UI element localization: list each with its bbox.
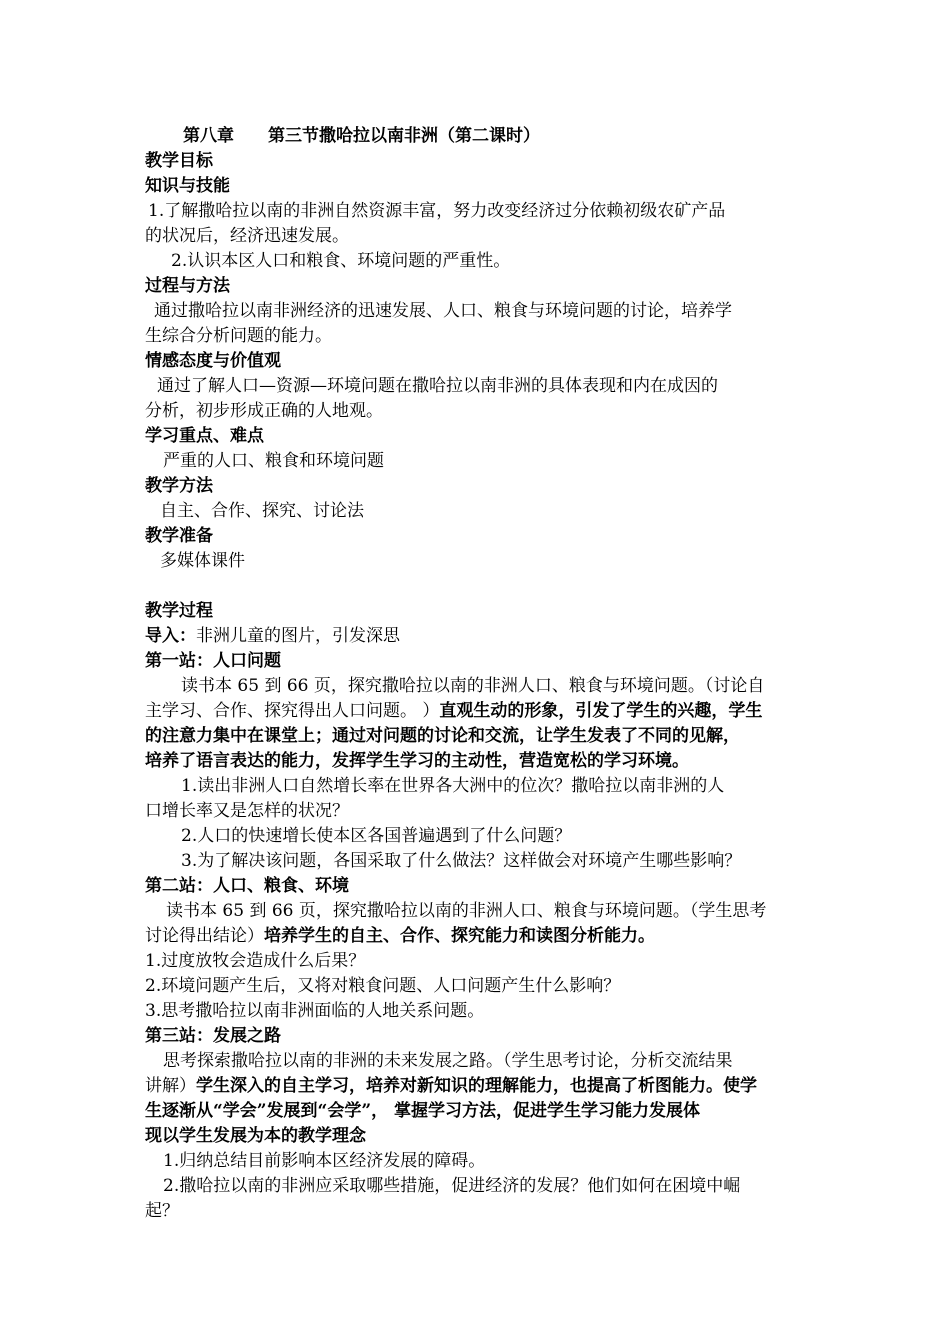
question-line: 3.为了解决该问题，各国采取了什么做法？这样做会对环境产生哪些影响？ xyxy=(181,851,742,871)
question-line: 2.环境问题产生后，又将对粮食问题、人口问题产生什么影响？ xyxy=(145,976,621,996)
paragraph-bold-text: 学生深入的自主学习，培养对新知识的理解能力，也提高了析图能力。使学 xyxy=(196,1076,757,1096)
paragraph-line: 多媒体课件 xyxy=(160,551,245,571)
heading-teaching-process: 教学过程 xyxy=(145,601,213,621)
heading-process-method: 过程与方法 xyxy=(145,276,230,296)
paragraph-text: 讲解） xyxy=(145,1076,196,1096)
heading-station-2: 第二站：人口、粮食、环境 xyxy=(145,876,349,896)
chapter-label: 第八章 xyxy=(183,126,234,146)
question-line: 口增长率又是怎样的状况？ xyxy=(145,801,349,821)
paragraph-line: 现以学生发展为本的教学理念 xyxy=(145,1126,366,1146)
paragraph-line: 2.认识本区人口和粮食、环境问题的严重性。 xyxy=(171,251,511,271)
paragraph-text: 主学习、合作、探究得出人口问题。 ） xyxy=(145,701,440,721)
intro-text: 非洲儿童的图片，引发深思 xyxy=(196,626,400,646)
paragraph-bold-text: 直观生动的形象，引发了学生的兴趣，学生 xyxy=(439,701,763,721)
paragraph-line: 生逐渐从“学会”发展到“会学”， 掌握学习方法，促进学生学习能力发展体 xyxy=(145,1101,701,1121)
heading-station-1: 第一站：人口问题 xyxy=(145,651,281,671)
paragraph-line xyxy=(145,924,815,948)
paragraph-line: 1.了解撒哈拉以南的非洲自然资源丰富，努力改变经济过分依赖初级农矿产品 xyxy=(148,201,726,221)
paragraph-line: 通过撒哈拉以南非洲经济的迅速发展、人口、粮食与环境问题的讨论，培养学 xyxy=(154,301,732,321)
paragraph-line: 读书本 65 到 66 页，探究撒哈拉以南的非洲人口、粮食与环境问题。（学生思考 xyxy=(166,901,767,921)
question-line: 2.撒哈拉以南的非洲应采取哪些措施，促进经济的发展？他们如何在困境中崛 xyxy=(163,1176,741,1196)
paragraph-line: 分析，初步形成正确的人地观。 xyxy=(145,401,383,421)
question-line: 3.思考撒哈拉以南非洲面临的人地关系问题。 xyxy=(145,1001,485,1021)
heading-knowledge-skills: 知识与技能 xyxy=(145,176,230,196)
intro-label: 导入： xyxy=(145,626,196,646)
paragraph-line: 的状况后，经济迅速发展。 xyxy=(145,226,349,246)
section-label: 第三节撒哈拉以南非洲（第二课时） xyxy=(268,126,540,146)
paragraph-text: 讨论得出结论） xyxy=(145,926,264,946)
paragraph-line: 培养了语言表达的能力，发挥学生学习的主动性，营造宽松的学习环境。 xyxy=(145,751,689,771)
paragraph-line xyxy=(145,1074,815,1098)
paragraph-line: 通过了解人口—资源—环境问题在撒哈拉以南非洲的具体表现和内在成因的 xyxy=(157,376,718,396)
heading-station-3: 第三站：发展之路 xyxy=(145,1026,281,1046)
paragraph-line: 思考探索撒哈拉以南的非洲的未来发展之路。（学生思考讨论，分析交流结果 xyxy=(163,1051,733,1071)
paragraph-line: 严重的人口、粮食和环境问题 xyxy=(163,451,384,471)
question-line: 2.人口的快速增长使本区各国普遍遇到了什么问题？ xyxy=(181,826,572,846)
paragraph-line: 自主、合作、探究、讨论法 xyxy=(160,501,364,521)
question-line: 1.过度放牧会造成什么后果？ xyxy=(145,951,366,971)
question-line: 1.归纳总结目前影响本区经济发展的障碍。 xyxy=(163,1151,486,1171)
heading-attitude-values: 情感态度与价值观 xyxy=(145,351,281,371)
heading-preparation: 教学准备 xyxy=(145,526,213,546)
heading-teaching-methods: 教学方法 xyxy=(145,476,213,496)
paragraph-line: 的注意力集中在课堂上；通过对问题的讨论和交流，让学生发表了不同的见解， xyxy=(145,726,740,746)
heading-teaching-goals: 教学目标 xyxy=(145,151,213,171)
question-line: 起？ xyxy=(145,1201,179,1221)
heading-key-points: 学习重点、难点 xyxy=(145,426,264,446)
paragraph-line: 生综合分析问题的能力。 xyxy=(145,326,332,346)
page-title xyxy=(183,124,853,148)
paragraph-line: 读书本 65 到 66 页，探究撒哈拉以南的非洲人口、粮食与环境问题。（讨论自 xyxy=(181,676,765,696)
intro-line xyxy=(145,624,815,648)
paragraph-line xyxy=(145,699,815,723)
question-line: 1.读出非洲人口自然增长率在世界各大洲中的位次？撒哈拉以南非洲的人 xyxy=(181,776,725,796)
paragraph-bold-text: 培养学生的自主、合作、探究能力和读图分析能力。 xyxy=(264,926,655,946)
